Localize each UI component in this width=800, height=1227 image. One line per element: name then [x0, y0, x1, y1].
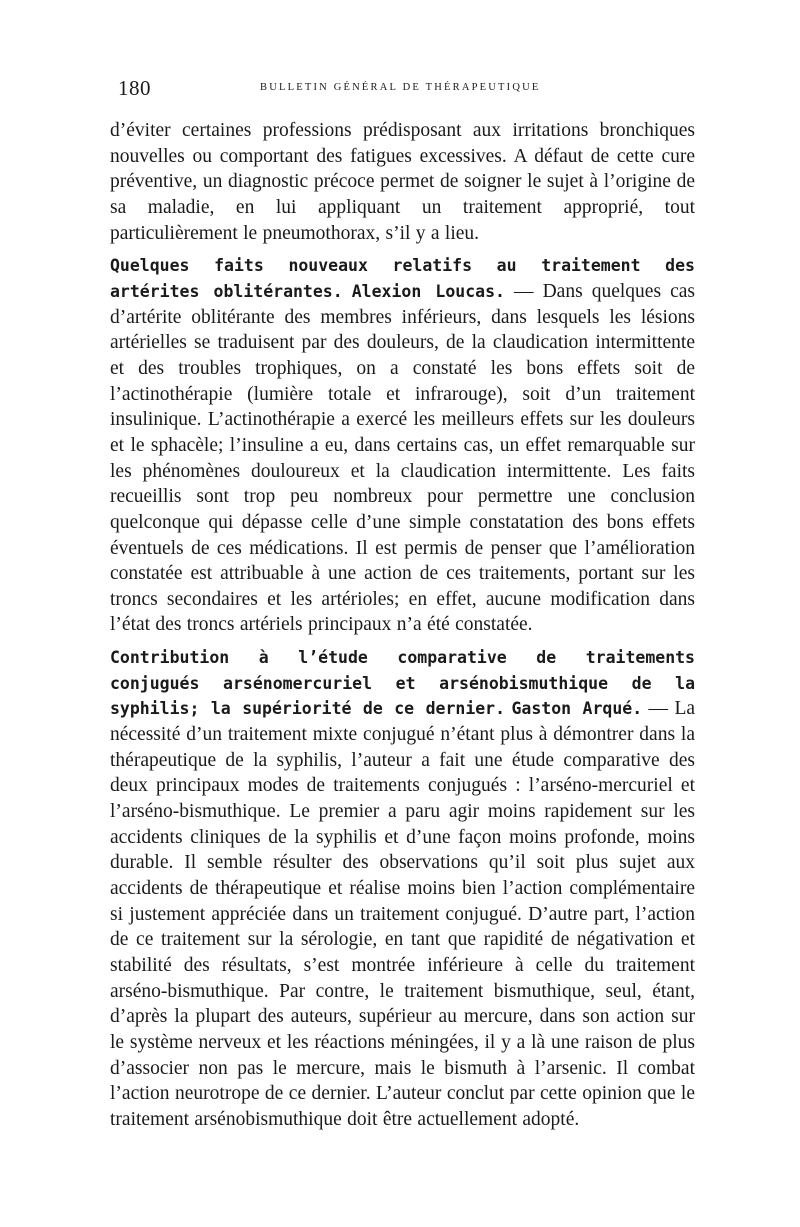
abstract-author: Alexion Loucas.: [351, 281, 505, 301]
abstract-author: Gaston Arqué.: [511, 699, 643, 719]
document-page: [110, 70, 695, 1133]
article-text: [110, 118, 695, 1133]
abstract-title: Quelques faits nouveaux relatifs au traitement des artérites oblitérantes.: [110, 256, 695, 301]
abstract-syphilis: [110, 645, 695, 1132]
journal-title: BULLETIN GÉNÉRAL DE THÉRAPEUTIQUE: [260, 82, 541, 93]
abstract-title: Contribution à l’étude comparative de traitements conjugués arsénomercuriel et arsénobismuthique de la syphilis; la supériorité de ce dernier.: [110, 648, 695, 719]
abstract-body: — Dans quelques cas d’artérite oblitérante des membres inférieurs, dans lesquels les lésions artérielles se traduisent par des douleurs, de la claudication intermittente et des troubles trophiques, on a constaté les bons effets soit de l’actinothérapie (lumière totale et infrarouge), soit d’un traitement insulinique. L’actinothérapie a exercé les meilleurs effets sur les douleurs et le sphacèle; l’insuline a eu, dans certains cas, un effet remarquable sur les phénomènes douloureux et la claudication intermittente. Les faits recueillis sont trop peu nombreux pour permettre une conclusion quelconque qui dépasse celle d’une simple constatation des bons effets éventuels de ces médications. Il est permis de penser que l’amélioration constatée est attribuable à une action de ces traitements, portant sur les troncs secondaires et les artérioles; en effet, aucune modification dans l’état des troncs artériels principaux n’a été constatée.: [110, 280, 696, 636]
running-header: [110, 70, 695, 104]
abstract-body: — La nécessité d’un traitement mixte conjugué n’étant plus à démontrer dans la thérapeutique de la syphilis, l’auteur a fait une étude comparative des deux principaux modes de traitements conjugués : l’arséno-mercuriel et l’arséno-bismuthique. Le premier a paru agir moins rapidement sur les accidents cliniques de la syphilis et d’une façon moins profonde, moins durable. Il semble résulter des observations qu’il soit plus sujet aux accidents de thérapeutique et réalise moins bien l’action complémentaire si justement appréciée dans un traitement conjugué. D’autre part, l’action de ce traitement sur la sérologie, en tant que rapidité de négativation et stabilité des résultats, s’est montrée inférieure à celle du traitement arséno-bismuthique. Par contre, le traitement bismuthique, seul, étant, d’après la plupart des auteurs, supérieur au mercure, dans son action sur le système nerveux et les réactions méningées, il y a là une raison de plus d’associer non pas le mercure, mais le bismuth à l’arsenic. Il combat l’action neurotrope de ce dernier. L’auteur conclut par cette opinion que le traitement arsénobismuthique doit être actuellement adopté.: [110, 698, 696, 1130]
abstract-arterites: [110, 253, 695, 638]
paragraph-continuation: d’éviter certaines professions prédisposant aux irritations bronchiques nouvelles ou comportant des fatigues excessives. A défaut de cette cure préventive, un diagnostic précoce permet de soigner le sujet à l’origine de sa maladie, en lui appliquant un traitement approprié, tout particulièrement le pneumothorax, s’il y a lieu.: [110, 120, 695, 244]
page-number: 180: [118, 76, 151, 100]
